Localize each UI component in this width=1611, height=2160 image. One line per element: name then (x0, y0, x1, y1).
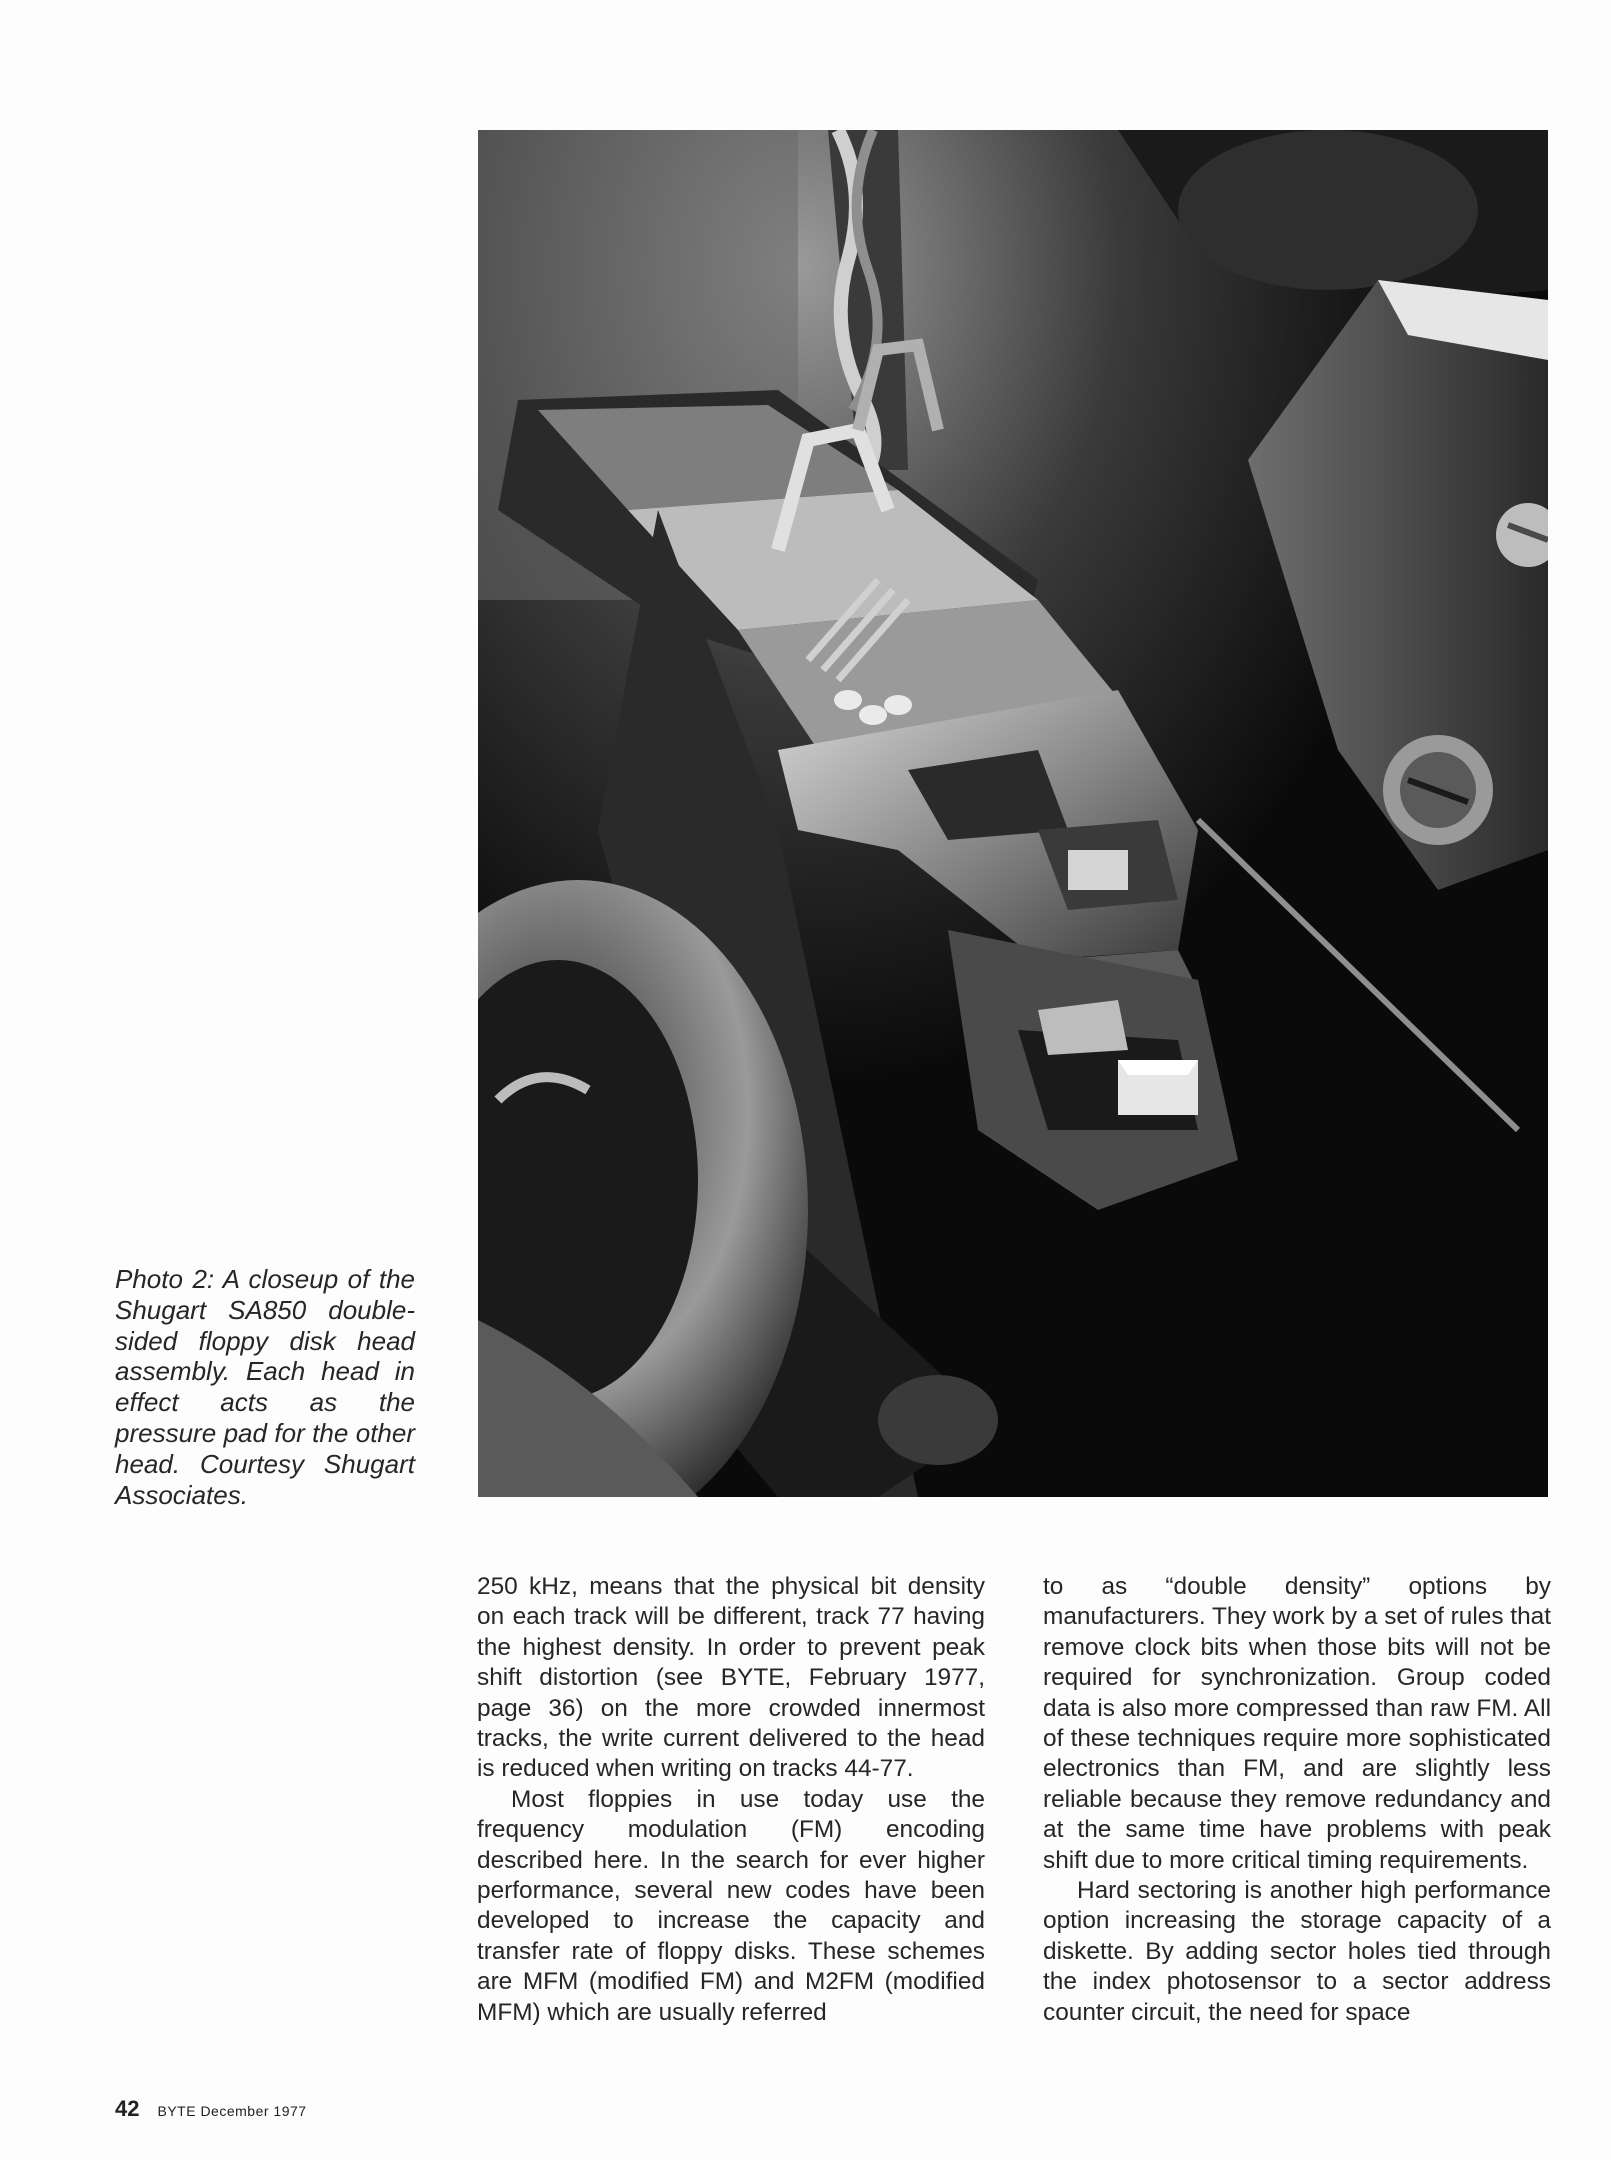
publication-line: BYTE December 1977 (157, 2103, 307, 2119)
paragraph: Most floppies in use today use the frequency modulation (FM) encoding described here. In the search for ever higher performance, several new codes have been developed to increase the capacity and transfer rate of floppy disks. These schemes are MFM (modified FM) and M2FM (modified MFM) which are usually referred (477, 1785, 985, 2026)
floppy-head-photo (478, 130, 1548, 1497)
body-column-left (477, 1572, 985, 2028)
paragraph: to as “double density” options by manufacturers. They work by a set of rules that remove clock bits when those bits will not be required for synchronization. Group coded data is also more compressed than raw FM. All of these techniques require more sophisticated electronics than FM, and are slightly less reliable because they remove redundancy and at the same time have problems with peak shift due to more critical timing requirements. (1043, 1573, 1551, 1874)
paragraph: 250 kHz, means that the physical bit density on each track will be different, track 77 having the highest density. In order to prevent peak shift distortion (see BYTE, February 1977, page 36) on the more crowded innermost tracks, the write current delivered to the head is reduced when writing on tracks 44-77. (477, 1573, 985, 1783)
page-footer (115, 2096, 307, 2122)
photo-caption: Photo 2: A closeup of the Shugart SA850 double-sided floppy disk head assembly. Each head in effect acts as the pressure pad for the other head. Courtesy Shugart Associates. (115, 1264, 415, 1510)
head-assembly-illustration (478, 130, 1548, 1497)
body-column-right (1043, 1572, 1551, 2028)
paragraph: Hard sectoring is another high performance option increasing the storage capacity of a diskette. By adding sector holes tied through the index photosensor to a sector address counter circuit, the need for space (1043, 1877, 1551, 2026)
page-number: 42 (115, 2096, 140, 2121)
